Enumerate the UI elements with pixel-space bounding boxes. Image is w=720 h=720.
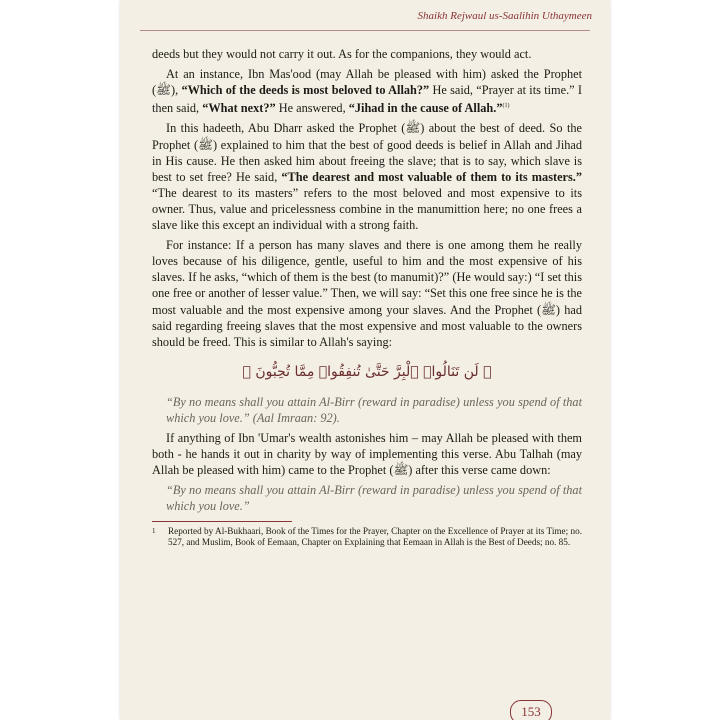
footnote [152,526,582,549]
p2-bold-jihad: “Jihad in the cause of Allah.” [348,101,503,116]
header-title: Shaikh Rejwaul us-Saalihin Uthaymeen [410,10,592,22]
footnote-reference[interactable]: (1) [502,103,510,110]
p3-text-a: In this hadeeth, Abu Dharr asked the Prophet (ﷺ) about the best of deed. So the Prophet (ﷺ) explained to him that the best of good deeds is belief in Allah and Jihad in His cause. He then asked him about freeing the slave; that is to say, which slave is best to set free? He said, [152,121,582,184]
paragraph-5: If anything of Ibn 'Umar's wealth astonishes him – may Allah be pleased with them both - he hands it out in charity by way of implementing this verse. Abu Talhah (may Allah be pleased with him) came to the Prophet (ﷺ) after this verse came down: [152,431,582,478]
verse-translation-2: “By no means shall you attain Al-Birr (reward in paradise) unless you spend of that which you love.” [166,483,582,514]
footnote-rule [152,521,292,522]
p2-text-e: He answered, [275,101,349,116]
header-rule [140,30,590,31]
p2-bold-next: “What next?” [202,101,276,116]
paragraph-4: For instance: If a person has many slaves and there is one among them he really loves because of his diligence, gentle, useful to him and the most expensive of his slaves. If he asks, “which of them is the best (to manumit)?” (He would say:) “I set this one free or another of lesser value.” Then, we will say: “Set this one free since he is the most valuable and the most expensive among your slaves. And the Prophet (ﷺ) had said regarding freeing slaves that the most expensive and most valuable to the owners should be freed. This is similar to Allah's saying: [152,238,583,349]
paragraph-3 [152,120,582,233]
paragraph-2 [152,66,582,116]
footnote-number: 1 [152,526,156,535]
page-number: 153 [510,700,552,720]
verse-translation-1: “By no means shall you attain Al-Birr (reward in paradise) unless you spend of that which you love.” (Aal Imraan: 92). [166,394,582,425]
p2-text-c: He said, “Prayer at its time.” I then said, [152,83,582,116]
p2-text-a: At an instance, Ibn Mas'ood (may Allah be pleased with him) asked the Prophet (ﷺ), [152,67,582,98]
footnote-text: Reported by Al-Bukhaari, Book of the Times for the Prayer, Chapter on the Excellence of Prayer at its Time; no. 527, and Muslim, Book of Eemaan, Chapter on Explaining that Eemaan in Allah is the Best of Deeds; no. 85. [168,525,582,548]
p3-text-c: “The dearest to its masters” refers to the most beloved and most expensive to its owner. Thus, value and pricelessness combine in the manumittion here; no one frees a slave like this except an individual with a strong faith. [152,185,582,233]
arabic-verse: ﴿ لَن تَنَالُوا۟ ٱلْبِرَّ حَتَّىٰ تُنفِقُوا۟ مِمَّا تُحِبُّونَ ﴾ [242,363,492,380]
running-header [120,10,610,34]
p2-bold-question: “Which of the deeds is most beloved to Allah?” [181,83,430,98]
p3-bold-dearest: “The dearest and most valuable of them to its masters.” [281,169,582,184]
paragraph-1: deeds but they would not carry it out. As for the companions, they would act. [152,47,532,61]
page-body [152,46,582,549]
book-page [120,0,610,720]
